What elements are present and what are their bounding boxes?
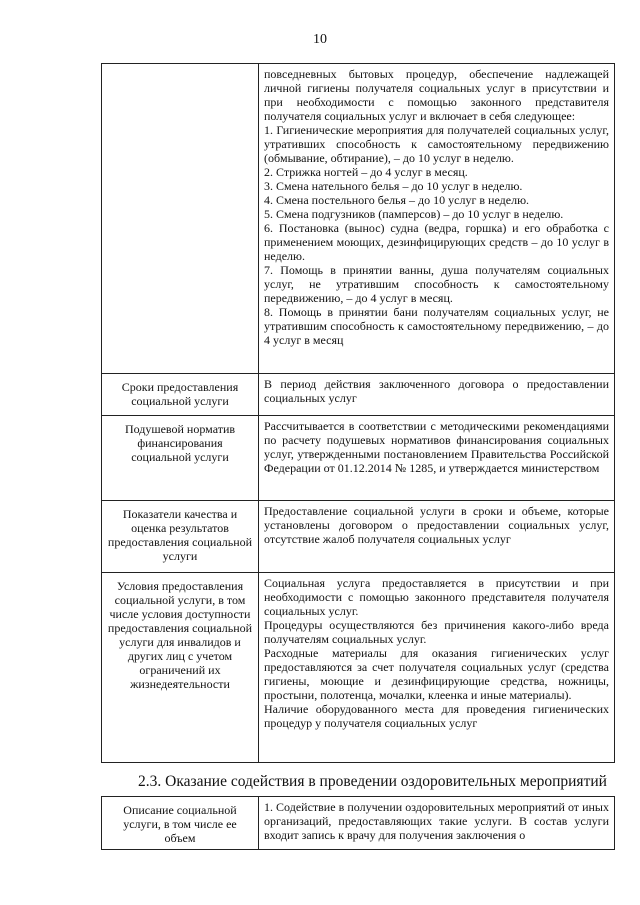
section-table	[101, 796, 615, 850]
content-paragraph: 8. Помощь в принятии бани получателям социальных услуг, не утратившим способность к самостоятельному передвижению, – до 4 услуг в месяц	[264, 305, 609, 347]
table-row	[102, 797, 615, 850]
page-number: 10	[313, 32, 327, 47]
row-content	[259, 797, 615, 850]
content-paragraph: повседневных бытовых процедур, обеспечение надлежащей личной гигиены получателя социальных услуг в присутствии и при необходимости с помощью законного представителя получателя социальных услуг и включает в себя следующее:	[264, 67, 609, 123]
content-paragraph: 5. Смена подгузников (памперсов) – до 10 услуг в неделю.	[264, 207, 564, 221]
content-paragraph: 6. Постановка (вынос) судна (ведра, горшка) и его обработка с применением моющих, дезинфицирующих средств – до 10 услуг в неделю.	[264, 221, 609, 263]
row-label: Показатели качества и оценка результатов предоставления социальной услуги	[102, 501, 259, 573]
row-label: Описание социальной услуги, в том числе ее объем	[102, 797, 259, 850]
table-row	[102, 573, 615, 763]
content-paragraph: 1. Гигиенические мероприятия для получателей социальных услуг, утративших способность к самостоятельному передвижению (обмывание, обтирание), – до 10 услуг в неделю.	[264, 123, 609, 165]
row-label	[102, 64, 259, 374]
content-paragraph: Наличие оборудованного места для проведения гигиенических процедур у получателя социальных услуг	[264, 702, 609, 730]
content-paragraph: Расходные материалы для оказания гигиенических услуг предоставляются за счет получателя социальных услуг (средства гигиены, моющие и дезинфицирующие средства, ножницы, простыни, полотенца, мочалки, клеенка и иные материалы).	[264, 646, 609, 702]
row-content	[259, 64, 615, 374]
content-paragraph: 7. Помощь в принятии ванны, душа получателям социальных услуг, не утратившим способность к самостоятельному передвижению, – до 4 услуг в месяц.	[264, 263, 609, 305]
row-content	[259, 501, 615, 573]
row-content	[259, 374, 615, 416]
table-row	[102, 501, 615, 573]
table-row	[102, 374, 615, 416]
table-row	[102, 416, 615, 501]
content-paragraph: Социальная услуга предоставляется в присутствии и при необходимости с помощью законного представителя получателя социальных услуг.	[264, 576, 609, 618]
row-content	[259, 416, 615, 501]
content-paragraph: 3. Смена нательного белья – до 10 услуг в неделю.	[264, 179, 523, 193]
content-paragraph: 2. Стрижка ногтей – до 4 услуг в месяц.	[264, 165, 468, 179]
row-label: Сроки предоставления социальной услуги	[102, 374, 259, 416]
content-paragraph: Процедуры осуществляются без причинения какого-либо вреда получателям социальных услуг.	[264, 618, 609, 646]
content-paragraph: 1. Содействие в получении оздоровительных мероприятий от иных организаций, предоставляющих такие услуги. В состав услуги входит запись к врачу для получения заключения о	[264, 800, 609, 842]
section-heading: 2.3. Оказание содействия в проведении оздоровительных мероприятий	[138, 773, 607, 790]
row-label: Условия предоставления социальной услуги, в том числе условия доступности предоставления социальной услуги для инвалидов и других лиц с учетом ограничений их жизнедеятельности	[102, 573, 259, 763]
content-paragraph: 4. Смена постельного белья – до 10 услуг в неделю.	[264, 193, 530, 207]
table-row	[102, 64, 615, 374]
row-label: Подушевой норматив финансирования социальной услуги	[102, 416, 259, 501]
content-paragraph: Рассчитывается в соответствии с методическими рекомендациями по расчету подушевых нормативов финансирования социальных услуг, утвержденными постановлением Правительства Российской Федерации от 01.12.2014 № 1285, и утверждается министерством	[264, 419, 609, 475]
service-description-table	[101, 63, 615, 763]
content-paragraph: Предоставление социальной услуги в сроки и объеме, которые установлены договором о предоставлении социальных услуг, отсутствие жалоб получателя социальных услуг	[264, 504, 609, 546]
row-content	[259, 573, 615, 763]
content-paragraph: В период действия заключенного договора о предоставлении социальных услуг	[264, 377, 609, 405]
